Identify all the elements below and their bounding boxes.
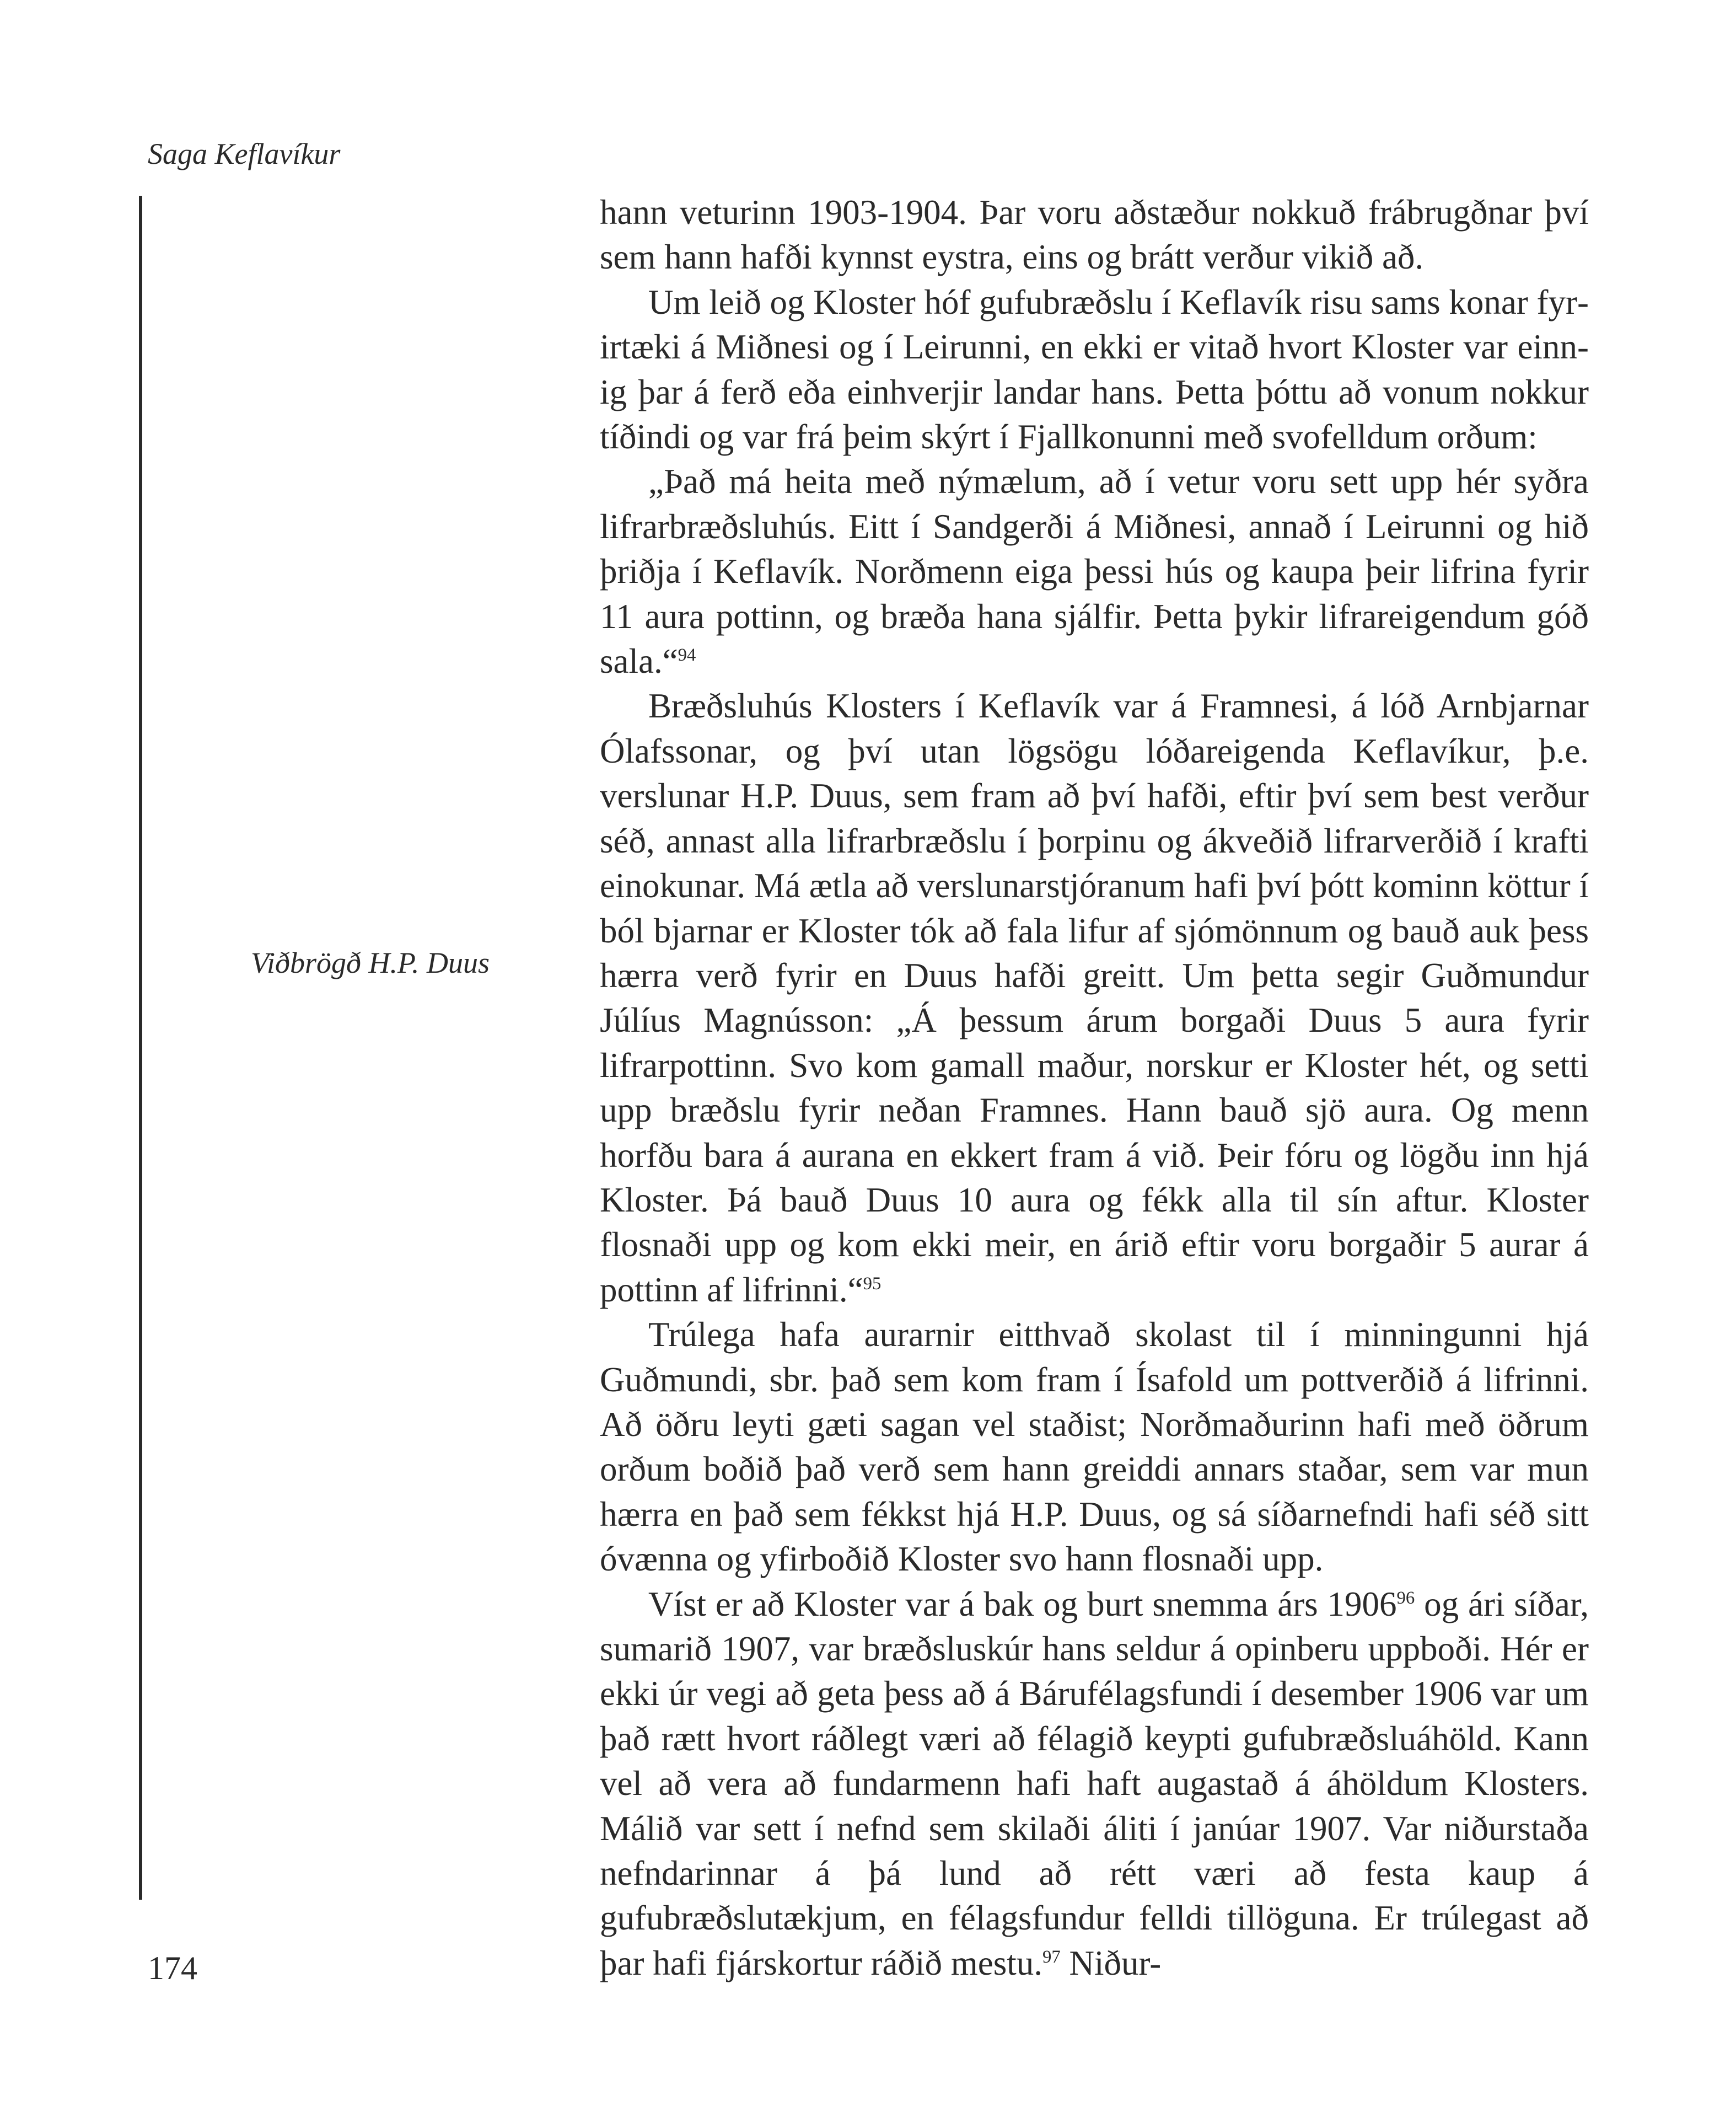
paragraph-3-text: Bræðsluhús Klosters í Keflavík var á Framnesi, á lóð Arnbjarnar Ólafssonar, og því utan lögsögu lóðareigenda Keflavíkur, þ.e. verslunar H.P. Duus, sem fram að því hafði, eftir því sem best verður séð, annast alla lifrarbræðslu í þorpinu og ákveðið lifrarverðið í krafti einokunar. Má ætla að verslunarstjóranum hafi því þótt kominn köttur í ból bjarnar er Kloster tók að fala lifur af sjómönnum og bauð auk þess hærra verð fyrir en Duus hafði greitt. Um þetta segir Guðmundur Júlíus Magnússon: „Á þessum árum borgaði Duus 5 aura fyrir lifrarpottinn. Svo kom gamall maður, norskur er Kloster hét, og setti upp bræðslu fyrir neðan Framnes. Hann bauð sjö aura. Og menn horfðu bara á aurana en ekkert fram á við. Þeir fóru og lögðu inn hjá Kloster. Þá bauð Duus 10 aura og fékk alla til sín aftur. Kloster flosnaði upp og kom ekki meir, en árið eftir voru borgaðir 5 aurar á pottinn af lifrinni.“ bbox=[600, 687, 1589, 1309]
footnote-ref-95: 95 bbox=[863, 1273, 882, 1294]
paragraph-3 bbox=[600, 684, 1589, 1312]
footnote-ref-94: 94 bbox=[678, 645, 696, 666]
paragraph-4: Trúlega hafa aurarnir eitthvað skolast til í minningunni hjá Guðmundi, sbr. það sem kom fram í Ísafold um pottverðið á lifrinni. Að öðru leyti gæti sagan vel staðist; Norðmaðurinn hafi með öðrum orðum boðið það verð sem hann greiddi annars staðar, sem var mun hærra en það sem fékkst hjá H.P. Duus, og sá síðarnefndi hafi séð sitt óvænna og yfirboðið Kloster svo hann flosnaði upp. bbox=[600, 1315, 1589, 1579]
paragraph-5-text-a: Víst er að Kloster var á bak og burt snemma árs 1906 bbox=[648, 1584, 1397, 1623]
footnote-ref-97: 97 bbox=[1042, 1947, 1061, 1967]
paragraph-5 bbox=[600, 1582, 1589, 1986]
margin-rule bbox=[139, 196, 142, 1900]
footnote-ref-96: 96 bbox=[1396, 1588, 1415, 1608]
paragraph-5-text-b: og ári síðar, sumarið 1907, var bræðsluskúr hans seldur á opinberu uppboði. Hér er ekki úr vegi að geta þess að á Bárufélagsfundi í desember 1906 var um það rætt hvort ráðlegt væri að félagið keypti gufubræðsluáhöld. Kann vel að vera að fundarmenn hafi haft augastað á áhöldum Klosters. Málið var sett í nefnd sem skilaði áliti í janúar 1907. Var niðurstaða nefndarinnar á þá lund að rétt væri að festa kaup á gufubræðslutækjum, en félagsfundur felldi tillöguna. Er trúlegast að þar hafi fjárskortur ráðið mestu. bbox=[600, 1584, 1589, 1982]
margin-heading: Viðbrögð H.P. Duus bbox=[251, 946, 490, 979]
quotation-text: „Það má heita með nýmælum, að í vetur voru sett upp hér syðra lifrarbræðsluhús. Eitt í Sandgerði á Miðnesi, annað í Leirunni og hið þriðja í Keflavík. Norðmenn eiga þessi hús og kaupa þeir lifrina fyrir 11 aura pottinn, og bræða hana sjálfir. Þetta þykir lifrareigendum góð sala.“ bbox=[600, 462, 1589, 681]
body-text bbox=[600, 190, 1589, 1986]
quotation bbox=[600, 459, 1589, 684]
paragraph-2: Um leið og Kloster hóf gufubræðslu í Keflavík risu sams konar fyrirtæki á Miðnesi og í Leirunni, en ekki er vitað hvort Kloster var einnig þar á ferð eða einhverjir landar hans. Þetta þóttu að vonum nokkur tíðindi og var frá þeim skýrt í Fjallkonunni með svofelldum orðum: bbox=[600, 282, 1589, 457]
paragraph-5-text-c: Niður- bbox=[1060, 1943, 1162, 1982]
running-head: Saga Keflavíkur bbox=[148, 137, 341, 170]
page-number: 174 bbox=[148, 1950, 197, 1986]
paragraph-1: hann veturinn 1903-1904. Þar voru aðstæður nokkuð frábrugðnar því sem hann hafði kynnst eystra, eins og brátt verður vikið að. bbox=[600, 193, 1589, 277]
